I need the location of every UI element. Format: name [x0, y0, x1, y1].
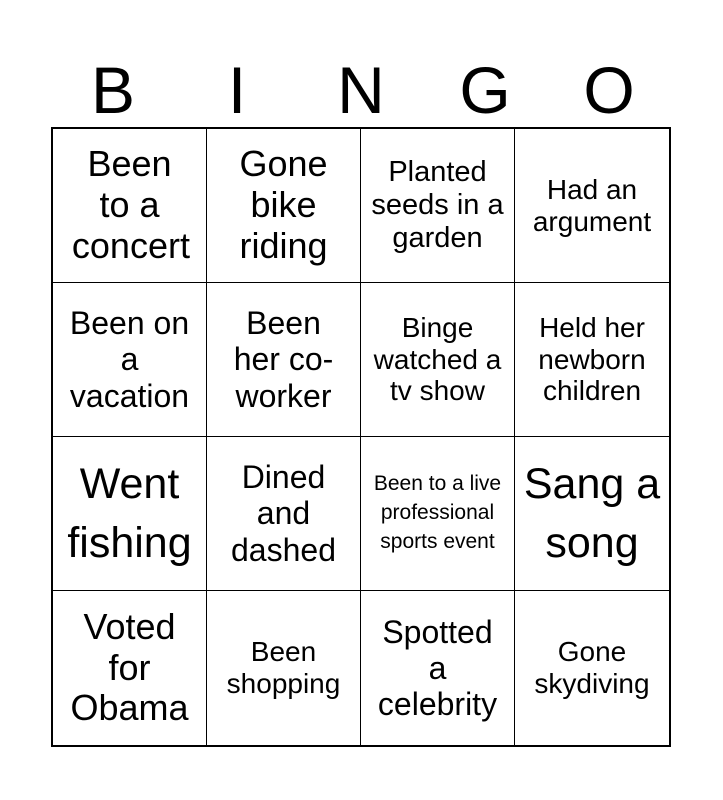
- bingo-cell-r2c4[interactable]: [515, 283, 669, 437]
- bingo-cell-r3c2[interactable]: [207, 437, 361, 591]
- cell-text: Been shopping: [226, 636, 341, 699]
- cell-text: Been her co-worker: [233, 305, 334, 414]
- cell-text: Gone skydiving: [534, 636, 650, 699]
- bingo-cell-r4c4[interactable]: [515, 591, 669, 745]
- bingo-cell-r1c3[interactable]: [361, 129, 515, 283]
- bingo-header: [51, 52, 671, 128]
- cell-text: Gone bike riding: [239, 143, 328, 266]
- cell-text: Held her newborn children: [538, 312, 646, 407]
- bingo-cell-r3c1[interactable]: [53, 437, 207, 591]
- cell-text: Binge watched a tv show: [373, 312, 502, 407]
- bingo-cell-r2c3[interactable]: [361, 283, 515, 437]
- bingo-cell-r4c3[interactable]: [361, 591, 515, 745]
- header-letter-o: O: [583, 53, 635, 127]
- bingo-cell-r2c1[interactable]: [53, 283, 207, 437]
- cell-text: Had an argument: [532, 173, 652, 237]
- header-letter-n: N: [337, 53, 385, 127]
- bingo-cell-r4c1[interactable]: [53, 591, 207, 745]
- cell-text: Went fishing: [67, 460, 192, 567]
- bingo-cell-r1c4[interactable]: [515, 129, 669, 283]
- bingo-cell-r4c2[interactable]: [207, 591, 361, 745]
- header-letter-i: I: [227, 53, 247, 127]
- cell-text: Been on a vacation: [69, 305, 190, 414]
- cell-text: Spotted a celebrity: [377, 613, 498, 723]
- cell-text: Sang a song: [523, 460, 661, 567]
- header-letter-b: B: [90, 53, 136, 127]
- cell-text: Dined and dashed: [231, 459, 336, 568]
- bingo-cell-r1c2[interactable]: [207, 129, 361, 283]
- cell-text: Been to a concert: [71, 143, 190, 266]
- bingo-board: [51, 127, 671, 747]
- cell-text: Voted for Obama: [70, 605, 189, 729]
- bingo-cell-r3c4[interactable]: [515, 437, 669, 591]
- cell-text: Planted seeds in a garden: [371, 156, 504, 254]
- bingo-cell-r1c1[interactable]: [53, 129, 207, 283]
- bingo-cell-r2c2[interactable]: [207, 283, 361, 437]
- header-letter-g: G: [459, 53, 511, 127]
- cell-text: Been to a live professional sports event: [373, 472, 502, 553]
- bingo-cell-r3c3[interactable]: [361, 437, 515, 591]
